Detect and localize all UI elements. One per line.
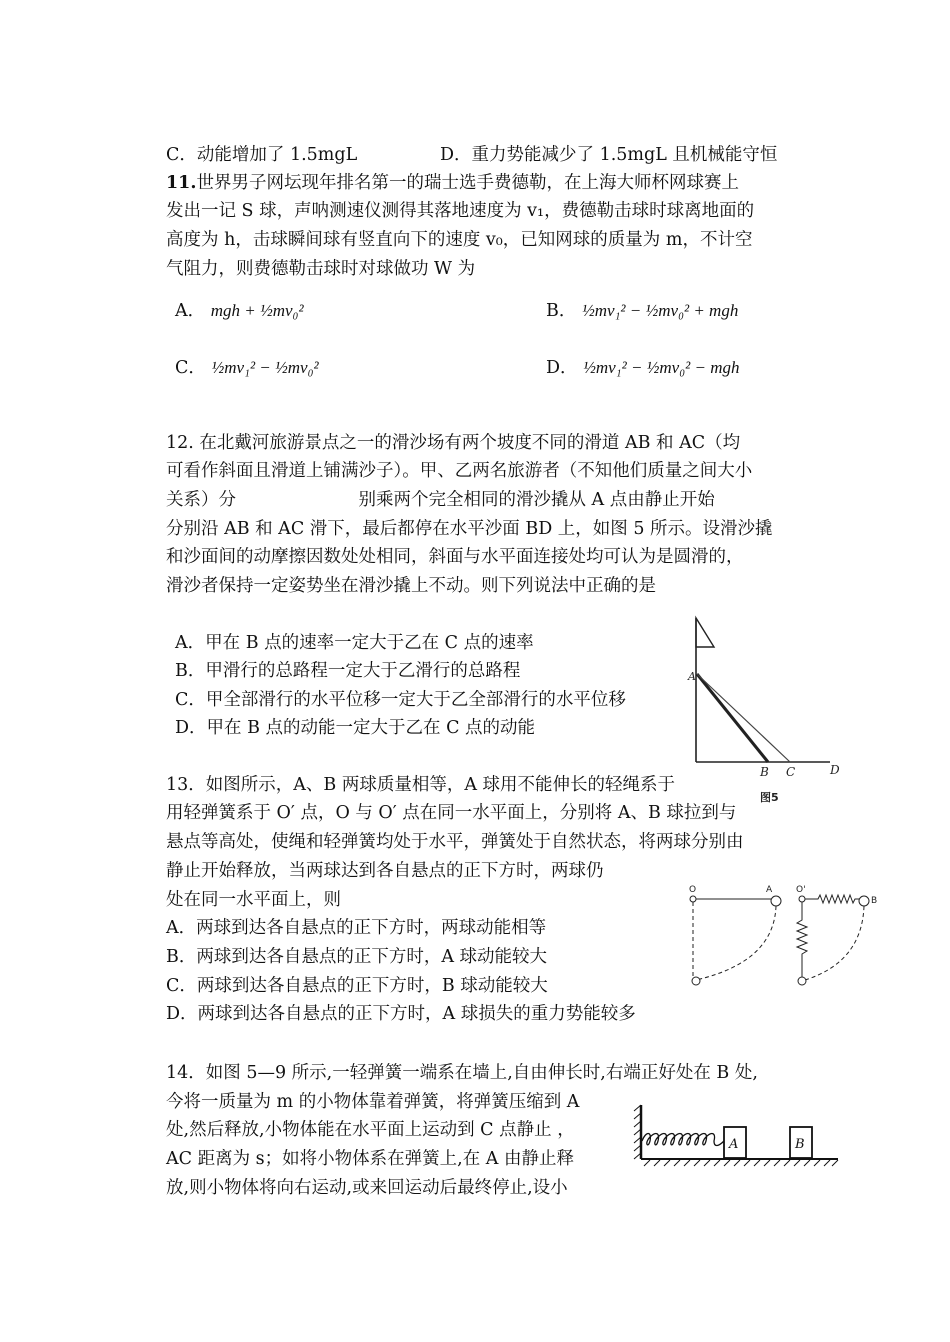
q12-line-4: 分别沿 AB 和 AC 滑下，最后都停在水平沙面 BD 上，如图 5 所示。设滑沙撬: [166, 519, 773, 539]
q14-line-4: AC 距离为 s；如将小物体系在弹簧上,在 A 由静止释: [166, 1149, 574, 1169]
q11-formula-c: ½mv₁² − ½mv₀²: [211, 358, 319, 377]
q13-option-a: A．两球到达各自悬点的正下方时，两球动能相等: [166, 918, 547, 938]
q11-formula-b: ½mv₁² − ½mv₀² + mgh: [581, 301, 739, 320]
pendulum-figure-label-a: A: [766, 885, 773, 895]
slide-figure-label-a: A: [688, 670, 696, 683]
q11-line-2: 发出一记 S 球，声呐测速仪测得其落地速度为 v₁，费德勒击球时球离地面的: [166, 201, 755, 221]
pendulum-figure-label-o: O: [689, 885, 697, 895]
slide-figure-label-d: D: [830, 763, 840, 777]
q11-line-4: 气阻力，则费德勒击球时对球做功 W 为: [166, 259, 476, 279]
slide-figure-slope-ab: [697, 674, 768, 762]
q14-line-2: 今将一质量为 m 的小物体靠着弹簧，将弹簧压缩到 A: [166, 1092, 580, 1112]
q12-option-a: A．甲在 B 点的速率一定大于乙在 C 点的速率: [175, 633, 534, 653]
q13-line-1: 13．如图所示，A、B 两球质量相等，A 球用不能伸长的轻绳系于: [166, 775, 676, 795]
q11-line-3: 高度为 h，击球瞬间球有竖直向下的速度 v₀，已知网球的质量为 m，不计空: [166, 230, 753, 250]
spring-block-figure: [632, 1103, 842, 1173]
slide-figure: [680, 612, 850, 812]
q13-line-5: 处在同一水平面上，则: [166, 890, 341, 910]
pendulum-figure-label-o2: O': [796, 885, 806, 895]
pendulum-figure-arc-a: [696, 906, 776, 980]
spring-block-figure-spring: [642, 1134, 724, 1146]
pendulum-figure-ball-a: [771, 896, 781, 906]
q11-option-d: D． ½mv₁² − ½mv₀² − mgh: [546, 358, 740, 378]
q11-option-a: A． mgh + ½mv₀²: [175, 301, 304, 321]
q10-option-c: C．动能增加了 1.5mgL: [166, 145, 358, 165]
pendulum-figure-spring-horizontal: [805, 895, 860, 903]
q11-option-b: B． ½mv₁² − ½mv₀² + mgh: [546, 301, 739, 321]
slide-figure-caption: 图5: [760, 791, 779, 804]
pendulum-figure-ball-b: [859, 896, 869, 906]
q14-line-1: 14．如图 5—9 所示,一轻弹簧一端系在墙上,自由伸长时,右端正好处在 B 处,: [166, 1063, 758, 1083]
q13-option-b: B．两球到达各自悬点的正下方时，A 球动能较大: [166, 947, 548, 967]
pendulum-figure-arc-b: [805, 906, 864, 980]
q12-line-5: 和沙面间的动摩擦因数处处相同，斜面与水平面连接处均可认为是圆滑的，: [166, 547, 744, 567]
spring-block-figure-label-a: A: [729, 1137, 739, 1152]
pendulum-figure: [684, 882, 894, 990]
slide-figure-slope-ac: [697, 674, 790, 762]
slide-figure-label-b: B: [760, 765, 769, 779]
q14-line-3: 处,然后释放,小物体能在水平面上运动到 C 点静止 ，: [166, 1120, 575, 1140]
q11-option-c: C． ½mv₁² − ½mv₀²: [175, 358, 319, 378]
q11-formula-a: mgh + ½mv₀²: [210, 301, 304, 320]
q12-option-d: D．甲在 B 点的动能一定大于乙在 C 点的动能: [175, 718, 536, 738]
q13-line-2: 用轻弹簧系于 O′ 点，O 与 O′ 点在同一水平面上，分别将 A、B 球拉到与: [166, 803, 737, 823]
slide-figure-flag: [696, 618, 714, 647]
pendulum-figure-pivot-o2: [799, 896, 805, 902]
q13-line-3: 悬点等高处，使绳和轻弹簧均处于水平，弹簧处于自然状态，将两球分别由: [166, 832, 744, 852]
pendulum-figure-ball-a-low: [692, 977, 700, 985]
q12-line-3: 关系）分 别乘两个完全相同的滑沙撬从 A 点由静止开始: [166, 490, 715, 510]
q10-option-d: D．重力势能减少了 1.5mgL 且机械能守恒: [440, 145, 778, 165]
pendulum-figure-ball-b-low: [798, 977, 806, 985]
slide-figure-label-c: C: [786, 765, 796, 779]
q12-line-6: 滑沙者保持一定姿势坐在滑沙撬上不动。则下列说法中正确的是: [166, 576, 656, 596]
q11-line-1: 11.世界男子网坛现年排名第一的瑞士选手费德勒，在上海大师杯网球赛上: [166, 173, 739, 193]
pendulum-figure-spring-vertical: [797, 902, 807, 978]
spring-block-figure-floor-hatch: [644, 1160, 838, 1166]
q12-option-b: B．甲滑行的总路程一定大于乙滑行的总路程: [175, 661, 521, 681]
q13-option-d: D．两球到达各自悬点的正下方时，A 球损失的重力势能较多: [166, 1004, 636, 1024]
q13-option-c: C．两球到达各自悬点的正下方时，B 球动能较大: [166, 976, 548, 996]
pendulum-figure-label-b: B: [871, 896, 878, 906]
q12-option-c: C．甲全部滑行的水平位移一定大于乙全部滑行的水平位移: [175, 690, 626, 710]
q14-line-5: 放,则小物体将向右运动,或来回运动后最终停止,设小: [166, 1178, 568, 1198]
q13-line-4: 静止开始释放，当两球达到各自悬点的正下方时，两球仍: [166, 861, 604, 881]
pendulum-figure-pivot-o: [690, 896, 696, 902]
q12-line-2: 可看作斜面且滑道上铺满沙子）。甲、乙两名旅游者（不知他们质量之间大小: [166, 461, 753, 481]
spring-block-figure-label-b: B: [795, 1137, 805, 1152]
q12-line-1: 12. 在北戴河旅游景点之一的滑沙场有两个坡度不同的滑道 AB 和 AC（均: [166, 433, 741, 453]
q11-formula-d: ½mv₁² − ½mv₀² − mgh: [583, 358, 740, 377]
